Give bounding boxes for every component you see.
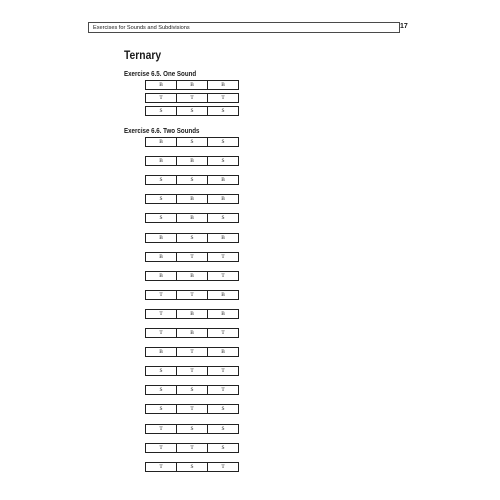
table-cell: B [146, 253, 177, 261]
table-cell: B [177, 81, 208, 89]
table-cell: S [221, 425, 225, 432]
table-row [145, 328, 239, 338]
table-cell: S [221, 139, 225, 145]
table-cell: T [221, 272, 225, 279]
table-cell: B [221, 82, 225, 88]
table-row [145, 309, 239, 319]
table-row [145, 137, 239, 147]
table-row [145, 271, 239, 281]
table-cell: S [221, 444, 225, 451]
table-cell: S [177, 425, 208, 433]
table-row [145, 385, 239, 395]
table-cell: B [146, 234, 177, 242]
table-cell: T [221, 253, 225, 260]
table-cell: S [177, 138, 208, 146]
table-cell: B [146, 81, 177, 89]
table-cell: S [146, 195, 177, 203]
table-cell: B [177, 157, 208, 165]
table-cell: T [177, 405, 208, 413]
table-cell: T [146, 444, 177, 452]
table-cell: S [146, 367, 177, 375]
table-row [145, 80, 239, 90]
table-cell: B [146, 272, 177, 280]
table-cell: B [177, 195, 208, 203]
table-cell: T [146, 310, 177, 318]
table-cell: S [177, 176, 208, 184]
table-cell: T [177, 291, 208, 299]
table-cell: S [177, 107, 208, 115]
table-cell: T [146, 291, 177, 299]
table-cell: S [177, 234, 208, 242]
table-cell: B [221, 196, 225, 203]
table-cell: S [146, 176, 177, 184]
running-head: Exercises for Sounds and Subdivisions [88, 22, 400, 33]
table-cell: T [221, 368, 225, 375]
table-cell: S [177, 463, 208, 471]
table-cell: S [221, 406, 225, 413]
page-number: 17 [400, 23, 408, 30]
table-cell: T [177, 444, 208, 452]
table-row [145, 106, 239, 116]
table-cell: B [146, 348, 177, 356]
table-cell: T [146, 329, 177, 337]
table-row [145, 366, 239, 376]
table-cell: S [221, 158, 225, 165]
exercise-title: Exercise 6.6. Two Sounds [124, 126, 200, 135]
table-row [145, 424, 239, 434]
table-cell: B [146, 138, 177, 146]
table-cell: B [177, 272, 208, 280]
table-cell: S [146, 214, 177, 222]
table-row [145, 156, 239, 166]
table-cell: B [177, 329, 208, 337]
table-cell: T [221, 463, 225, 470]
table-cell: T [177, 367, 208, 375]
table-cell: S [146, 386, 177, 394]
table-row [145, 443, 239, 453]
table-cell: B [221, 177, 225, 184]
table-cell: S [221, 108, 225, 114]
table-row [145, 194, 239, 204]
table-cell: T [177, 94, 208, 102]
table-row [145, 93, 239, 103]
table-cell: S [177, 386, 208, 394]
table-row [145, 233, 239, 243]
table-cell: B [221, 349, 225, 356]
table-row [145, 347, 239, 357]
table-cell: B [146, 157, 177, 165]
table-cell: B [221, 310, 225, 317]
table-cell: S [146, 405, 177, 413]
table-row [145, 252, 239, 262]
section-title: Ternary [124, 48, 162, 62]
table-cell: B [221, 291, 225, 298]
table-cell: B [177, 214, 208, 222]
table-cell: T [221, 95, 225, 101]
table-cell: B [221, 234, 225, 241]
table-cell: T [177, 348, 208, 356]
table-row [145, 462, 239, 472]
table-cell: S [146, 107, 177, 115]
table-cell: B [177, 310, 208, 318]
table-cell: T [146, 94, 177, 102]
table-cell: T [221, 330, 225, 336]
exercise-title: Exercise 6.5. One Sound [124, 69, 197, 78]
table-row [145, 404, 239, 414]
table-cell: T [146, 425, 177, 433]
table-cell: T [177, 253, 208, 261]
table-row [145, 175, 239, 185]
table-cell: T [146, 463, 177, 471]
table-row [145, 213, 239, 223]
table-cell: T [221, 387, 225, 394]
table-row [145, 290, 239, 300]
table-cell: S [221, 215, 225, 222]
